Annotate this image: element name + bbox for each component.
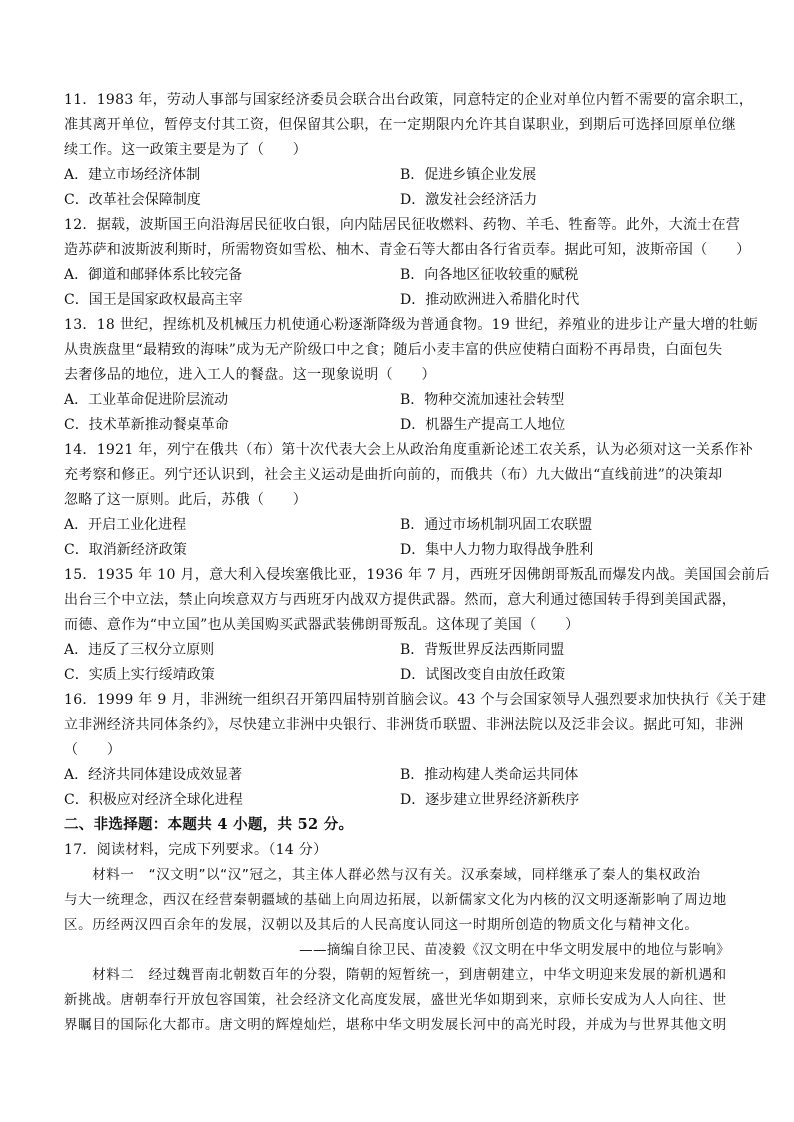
material1-line-3: 区。历经两汉四百余年的发展，汉朝以及其后的人民高度认同这一时期所创造的物质文化与精神文化。	[64, 917, 699, 933]
q14-option-a: A．开启工业化进程	[64, 517, 187, 533]
q13-text-line-1: 13．18 世纪，捏练机及机械压力机使通心粉逐渐降级为普通食物。19 世纪，养殖业的进步让产量大增的牡蛎	[64, 317, 758, 333]
q12-option-c: C．国王是国家政权最高主宰	[64, 292, 243, 308]
q16-text-line-3: （ ）	[64, 742, 122, 758]
q11-text-line-1: 11．1983 年，劳动人事部与国家经济委员会联合出台政策，同意特定的企业对单位内暂不需要的富余职工，	[64, 92, 754, 108]
q14-option-c: C．取消新经济政策	[64, 542, 187, 558]
q11-text-line-3: 续工作。这一政策主要是为了（ ）	[64, 142, 308, 158]
q17-prompt: 17．阅读材料，完成下列要求。（14 分）	[64, 842, 328, 858]
q16-option-c: C．积极应对经济全球化进程	[64, 792, 243, 808]
q16-option-b: B．推动构建人类命运共同体	[400, 767, 579, 783]
q15-option-d: D．试图改变自由放任政策	[400, 667, 566, 683]
q11-option-b: B．促进乡镇企业发展	[400, 167, 537, 183]
q14-text-line-3: 忽略了这一原则。此后，苏俄（ ）	[64, 492, 308, 508]
q13-option-b: B．物种交流加速社会转型	[400, 392, 565, 408]
material2-line-1: 材料二 经过魏晋南北朝数百年的分裂，隋朝的短暂统一，到唐朝建立，中华文明迎来发展的新机遇和	[64, 967, 727, 983]
q15-option-a: A．违反了三权分立原则	[64, 642, 215, 658]
q12-text-line-2: 造苏萨和波斯波利斯时，所需物资如雪松、柚木、青金石等大都由各行省贡奉。据此可知，波斯帝国（ ）	[64, 242, 751, 258]
q11-option-d: D．激发社会经济活力	[400, 192, 538, 208]
q16-option-a: A．经济共同体建设成效显著	[64, 767, 243, 783]
q16-text-line-2: 立非洲经济共同体条约》，尽快建立非洲中央银行、非洲货币联盟、非洲法院以及泛非会议。据此可知，非洲	[64, 717, 744, 733]
q13-option-d: D．机器生产提高工人地位	[400, 417, 566, 433]
q12-text-line-1: 12．据载，波斯国王向沿海居民征收白银，向内陆居民征收燃料、药物、羊毛、牲畜等。此外，大流士在营	[64, 217, 741, 233]
material2-line-3: 界瞩目的国际化大都市。唐文明的辉煌灿烂，堪称中华文明发展长河中的高光时段，并成为与世界其他文明	[64, 1017, 727, 1033]
q15-option-b: B．背叛世界反法西斯同盟	[400, 642, 565, 658]
material1-line-2: 与大一统理念，西汉在经营秦朝疆域的基础上向周边拓展，以新儒家文化为内核的汉文明逐渐影响了周边地	[64, 892, 727, 908]
q12-option-a: A．御道和邮驿体系比较完备	[64, 267, 243, 283]
q13-text-line-3: 去奢侈品的地位，进入工人的餐盘。这一现象说明（ ）	[64, 367, 436, 383]
q15-option-c: C．实质上实行绥靖政策	[64, 667, 215, 683]
q15-text-line-3: 而德、意作为“中立国”也从美国购买武器武装佛朗哥叛乱。这体现了美国（ ）	[64, 617, 580, 633]
q11-option-c: C．改革社会保障制度	[64, 192, 201, 208]
material2-line-2: 新挑战。唐朝奉行开放包容国策，社会经济文化高度发展，盛世光华如期到来，京师长安成为人人向往、世	[64, 992, 727, 1008]
q11-text-line-2: 准其离开单位，暂停支付其工资，但保留其公职，在一定期限内允许其自谋职业，到期后可选择回原单位继	[64, 117, 737, 133]
q14-text-line-2: 充考察和修正。列宁还认识到，社会主义运动是曲折向前的，而俄共（布）九大做出“直线前进”的决策却	[64, 467, 723, 483]
section-heading: 二、非选择题：本题共 4 小题，共 52 分。	[64, 816, 354, 833]
q15-text-line-2: 出台三个中立法，禁止向埃意双方与西班牙内战双方提供武器。然而，意大利通过德国转手得到美国武器，	[64, 592, 737, 608]
q13-option-c: C．技术革新推动餐桌革命	[64, 417, 229, 433]
q14-option-b: B．通过市场机制巩固工农联盟	[400, 517, 593, 533]
q13-text-line-2: 从贵族盘里“最精致的海味”成为无产阶级口中之食；随后小麦丰富的供应使精白面粉不再昂贵，白面包失	[64, 342, 723, 358]
q12-option-d: D．推动欧洲进入希腊化时代	[400, 292, 580, 308]
material1-line-1: 材料一 “汉文明”以“汉”冠之，其主体人群必然与汉有关。汉承秦域，同样继承了秦人的集权政治	[64, 867, 701, 883]
q14-option-d: D．集中人力物力取得战争胜利	[400, 542, 594, 558]
q12-option-b: B．向各地区征收较重的赋税	[400, 267, 579, 283]
material1-source: ——摘编自徐卫民、苗凌毅《汉文明在中华文明发展中的地位与影响》	[299, 942, 730, 958]
q16-text-line-1: 16．1999 年 9 月，非洲统一组织召开第四届特别首脑会议。43 个与会国家领导人强烈要求加快执行《关于建	[64, 692, 767, 708]
q13-option-a: A．工业革命促进阶层流动	[64, 392, 229, 408]
q11-option-a: A．建立市场经济体制	[64, 167, 201, 183]
q16-option-d: D．逐步建立世界经济新秩序	[400, 792, 580, 808]
q15-text-line-1: 15．1935 年 10 月，意大利入侵埃塞俄比亚，1936 年 7 月，西班牙因佛朗哥叛乱而爆发内战。美国国会前后	[64, 567, 770, 583]
q14-text-line-1: 14．1921 年，列宁在俄共（布）第十次代表大会上从政治角度重新论述工农关系，认为必须对这一关系作补	[64, 442, 754, 458]
